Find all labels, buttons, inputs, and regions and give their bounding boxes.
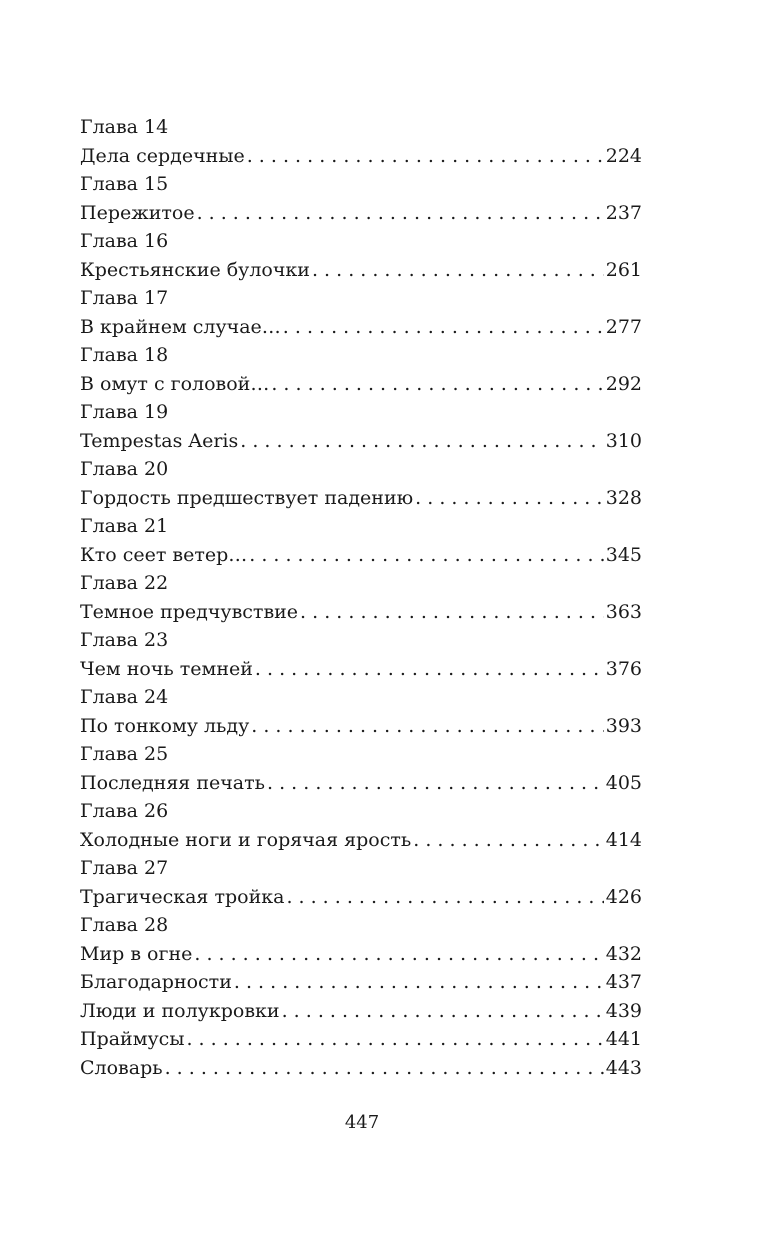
chapter-label: Глава 24 — [80, 686, 169, 708]
chapter-label: Глава 17 — [80, 287, 169, 309]
entry-title: Tempestas Aeris — [80, 429, 239, 452]
entry-page-number: 443 — [605, 1056, 642, 1079]
chapter-label: Глава 27 — [80, 857, 169, 879]
dot-leader — [249, 541, 604, 570]
entry-title: Дела сердечные — [80, 144, 245, 167]
entry-page-number: 310 — [605, 429, 642, 452]
entry-title: Последняя печать — [80, 771, 265, 794]
entry-title: Темное предчувствие — [80, 600, 299, 623]
dot-leader — [251, 712, 603, 741]
entry-title: Крестьянские булочки — [80, 258, 310, 281]
entry-page-number: 432 — [605, 942, 642, 965]
entry-title: Холодные ноги и горячая ярость — [80, 828, 412, 851]
toc-entry — [80, 826, 642, 855]
chapter-label: Глава 28 — [80, 914, 169, 936]
entry-title: По тонкому льду — [80, 714, 250, 737]
entry-page-number: 441 — [605, 1028, 642, 1050]
toc-entry — [80, 541, 642, 570]
dot-leader — [413, 826, 603, 855]
toc-entry — [80, 313, 642, 342]
entry-page-number: 224 — [605, 144, 642, 167]
chapter-label: Глава 14 — [80, 116, 169, 138]
dot-leader — [267, 769, 604, 798]
dot-leader — [186, 1025, 603, 1054]
entry-title: Чем ночь темней — [80, 657, 253, 680]
toc-entry — [80, 769, 642, 798]
toc-entry — [80, 883, 642, 912]
entry-page-number: 426 — [605, 885, 642, 908]
toc-entry — [80, 427, 642, 456]
toc-entry — [80, 199, 642, 228]
entry-page-number: 237 — [605, 201, 642, 224]
toc-entry — [80, 598, 642, 627]
toc-entry — [80, 712, 642, 741]
entry-title: Словарь — [80, 1056, 163, 1079]
dot-leader — [165, 1054, 604, 1083]
chapter-label: Глава 23 — [80, 629, 169, 651]
entry-title: Мир в огне — [80, 942, 193, 965]
entry-title: В крайнем случае… — [80, 315, 281, 338]
entry-title: Благодарности — [80, 971, 232, 993]
toc-entry — [80, 142, 642, 171]
toc-entry — [80, 1025, 642, 1054]
entry-page-number: 414 — [605, 828, 642, 851]
dot-leader — [197, 199, 604, 228]
entry-title: Гордость предшествует падению — [80, 486, 414, 509]
entry-page-number: 292 — [605, 372, 642, 395]
dot-leader — [415, 484, 604, 513]
toc-entry — [80, 484, 642, 513]
entry-page-number: 345 — [605, 543, 642, 566]
page-number: 447 — [344, 1112, 380, 1133]
dot-leader — [240, 427, 603, 456]
toc-entry — [80, 370, 642, 399]
chapter-label: Глава 18 — [80, 344, 169, 366]
toc-entry — [80, 1054, 642, 1083]
dot-leader — [283, 313, 604, 342]
entry-page-number: 439 — [605, 999, 642, 1022]
dot-leader — [247, 142, 604, 171]
chapter-label: Глава 21 — [80, 515, 169, 537]
chapter-label: Глава 19 — [80, 401, 169, 423]
entry-title: Кто сеет ветер… — [80, 543, 248, 566]
chapter-label: Глава 26 — [80, 800, 169, 822]
chapter-label: Глава 16 — [80, 230, 169, 252]
dot-leader — [271, 370, 603, 399]
entry-title: Пережитое — [80, 201, 195, 224]
toc-entry — [80, 940, 642, 969]
dot-leader — [300, 598, 604, 627]
entry-page-number: 261 — [605, 258, 642, 281]
entry-page-number: 393 — [605, 714, 642, 737]
chapter-label: Глава 15 — [80, 173, 169, 195]
entry-title: Трагическая тройка — [80, 885, 285, 908]
dot-leader — [194, 940, 603, 969]
entry-title: Люди и полукровки — [80, 999, 280, 1022]
chapter-label: Глава 20 — [80, 458, 169, 480]
dot-leader — [255, 655, 604, 684]
entry-page-number: 328 — [605, 486, 642, 509]
entry-page-number: 376 — [605, 657, 642, 680]
dot-leader — [312, 256, 604, 285]
entry-page-number: 363 — [605, 600, 642, 623]
entry-page-number: 277 — [605, 315, 642, 338]
entry-title: Праймусы — [80, 1028, 185, 1050]
entry-title: В омут с головой… — [80, 372, 270, 395]
dot-leader — [282, 997, 604, 1026]
entry-page-number: 437 — [605, 971, 642, 993]
dot-leader — [286, 883, 603, 912]
entry-page-number: 405 — [605, 771, 642, 794]
toc-entry — [80, 968, 642, 997]
toc-entry — [80, 997, 642, 1026]
toc-entry — [80, 655, 642, 684]
chapter-label: Глава 25 — [80, 743, 169, 765]
chapter-label: Глава 22 — [80, 572, 169, 594]
dot-leader — [234, 968, 604, 997]
toc-entry — [80, 256, 642, 285]
table-of-contents — [80, 113, 642, 1082]
